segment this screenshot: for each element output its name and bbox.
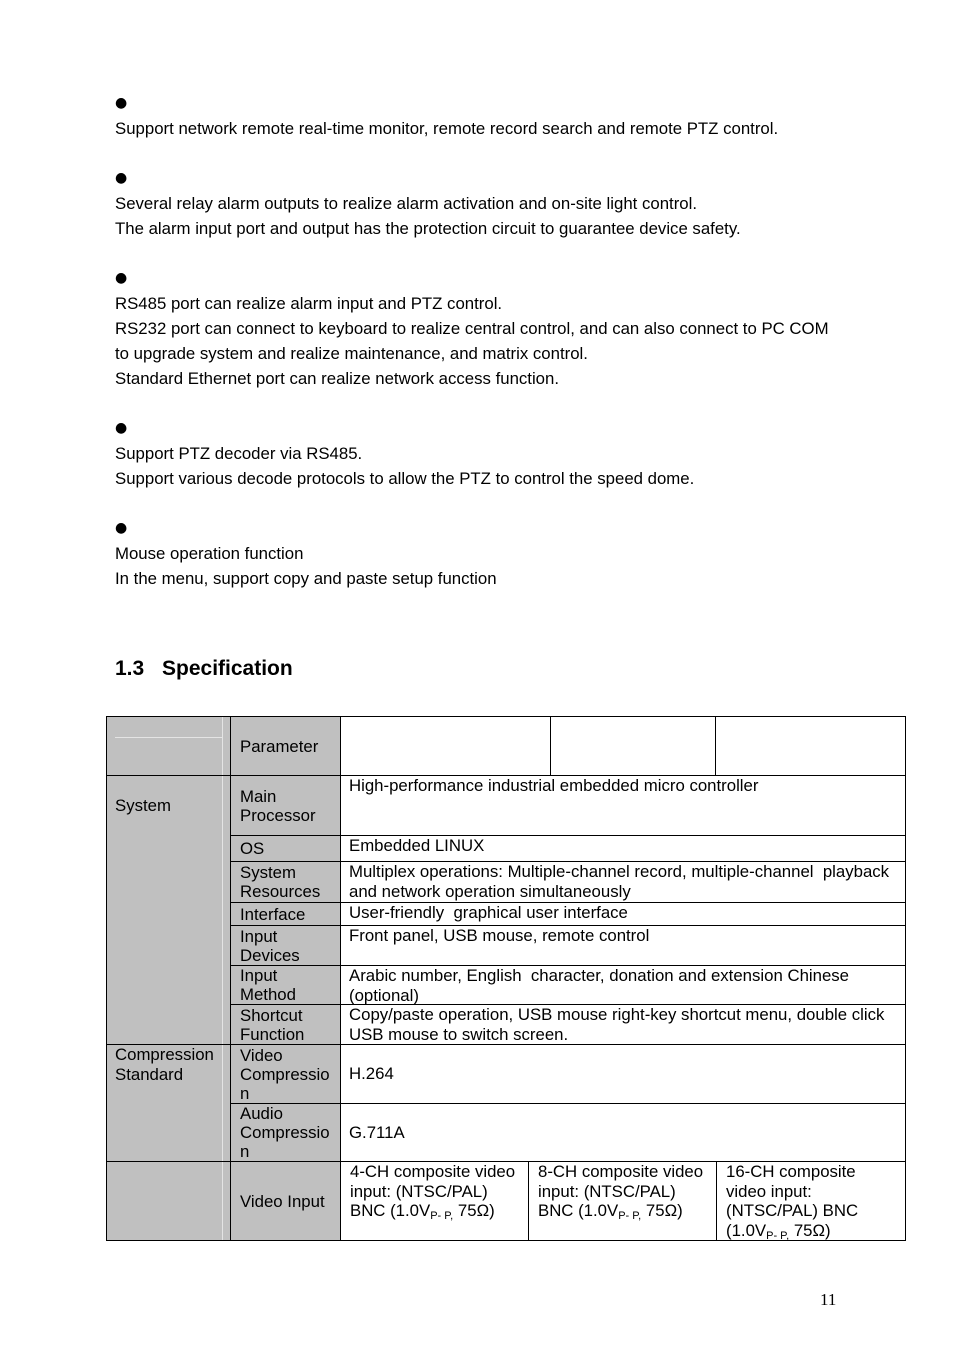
spec-parameter-video-input bbox=[231, 1162, 341, 1241]
spec-parameter-label: OS bbox=[240, 839, 265, 858]
bullet-marker: ● bbox=[115, 520, 128, 536]
spec-header-parameter-label: Parameter bbox=[240, 736, 319, 756]
bullet-marker: ● bbox=[115, 420, 128, 436]
body-text-line: The alarm input port and output has the protection circuit to guarantee device safety. bbox=[115, 219, 741, 238]
spec-value-text: 75Ω) bbox=[453, 1201, 495, 1220]
feature-ptz-decoder bbox=[115, 416, 915, 491]
section-title: Specification bbox=[162, 657, 293, 680]
spec-value-video-input-4ch bbox=[341, 1162, 529, 1241]
spec-parameter-system-resources bbox=[231, 862, 341, 903]
spec-parameter-label: Input Devices bbox=[240, 926, 300, 965]
bullet-marker: ● bbox=[115, 170, 128, 186]
spec-category-label: System bbox=[115, 796, 171, 815]
body-text-line: to upgrade system and realize maintenance, and matrix control. bbox=[115, 344, 588, 363]
body-text-line: Several relay alarm outputs to realize alarm activation and on-site light control. bbox=[115, 194, 698, 213]
spec-value-subscript: P- P, bbox=[430, 1210, 454, 1222]
spec-category-label: Compression Standard bbox=[115, 1045, 214, 1084]
spec-value-subscript: P- P, bbox=[766, 1229, 790, 1242]
body-text-line: Mouse operation function bbox=[115, 544, 304, 563]
body-text-line: RS232 port can connect to keyboard to realize central control, and can also connect to PC COM bbox=[115, 319, 829, 338]
spec-value-text: H.264 bbox=[349, 1064, 394, 1084]
spec-value-text: 75Ω) bbox=[641, 1201, 683, 1220]
spec-parameter-input-devices bbox=[231, 926, 341, 966]
spec-value-text: 75Ω) bbox=[789, 1220, 831, 1240]
body-text-line: Support various decode protocols to allow the PTZ to control the speed dome. bbox=[115, 469, 695, 488]
spec-value-system-resources: Multiplex operations: Multiple-channel record, multiple-channel playback and network operation simultaneously bbox=[341, 862, 906, 903]
spec-value-subscript: P- P, bbox=[618, 1210, 642, 1222]
spec-parameter-os bbox=[231, 836, 341, 862]
spec-parameter-shortcut-function bbox=[231, 1005, 341, 1045]
bullet-marker: ● bbox=[115, 270, 128, 286]
feature-alarm-outputs bbox=[115, 166, 915, 241]
spec-header-blank-cell bbox=[341, 717, 551, 776]
spec-parameter-label: Input Method bbox=[240, 966, 296, 1004]
spec-value-os: Embedded LINUX bbox=[341, 836, 906, 862]
feature-network-monitor bbox=[115, 91, 915, 141]
body-text-line: Standard Ethernet port can realize network access function. bbox=[115, 369, 560, 388]
page-number: 11 bbox=[820, 1290, 837, 1309]
spec-parameter-input-method bbox=[231, 966, 341, 1005]
feature-mouse-operation bbox=[115, 516, 915, 591]
spec-value-video-compression bbox=[341, 1045, 906, 1104]
spec-value-video-input-16ch bbox=[717, 1162, 906, 1241]
section-number: 1.3 bbox=[115, 657, 145, 680]
spec-parameter-label: Video Compression bbox=[240, 1045, 330, 1103]
spec-header-blank-cell bbox=[716, 717, 906, 776]
spec-parameter-main-processor bbox=[231, 776, 341, 836]
spec-parameter-audio-compression bbox=[231, 1104, 341, 1162]
spec-category-compression-standard bbox=[107, 1045, 231, 1162]
spec-value-text: G.711A bbox=[349, 1122, 405, 1142]
spec-value-audio-compression bbox=[341, 1104, 906, 1162]
spec-parameter-label: Video Input bbox=[240, 1191, 325, 1211]
spec-value-text: 8-CH composite video input: (NTSC/PAL) BNC (1.0V bbox=[538, 1162, 704, 1220]
spec-parameter-label: Shortcut Function bbox=[240, 1005, 305, 1044]
section-heading bbox=[115, 656, 515, 682]
body-text-line: Support PTZ decoder via RS485. bbox=[115, 444, 363, 463]
spec-parameter-interface bbox=[231, 903, 341, 926]
spec-value-interface: User-friendly graphical user interface bbox=[341, 903, 906, 926]
spec-parameter-label: Audio Compression bbox=[240, 1104, 330, 1161]
bullet-marker: ● bbox=[115, 95, 128, 111]
spec-value-input-devices: Front panel, USB mouse, remote control bbox=[341, 926, 906, 966]
spec-header-blank-cell bbox=[551, 717, 716, 776]
spec-value-video-input-8ch bbox=[529, 1162, 717, 1241]
spec-header-parameter-cell bbox=[231, 717, 341, 776]
body-text-line: In the menu, support copy and paste setup function bbox=[115, 569, 497, 588]
spec-header-category-cell bbox=[107, 717, 231, 776]
spec-parameter-label: Main Processor bbox=[240, 786, 316, 825]
spec-value-input-method: Arabic number, English character, donation and extension Chinese (optional) bbox=[341, 966, 906, 1005]
body-text-line: RS485 port can realize alarm input and PTZ control. bbox=[115, 294, 503, 313]
spec-parameter-label: System Resources bbox=[240, 863, 321, 901]
body-text-line: Support network remote real-time monitor, remote record search and remote PTZ control. bbox=[115, 119, 779, 138]
spec-value-main-processor: High-performance industrial embedded micro controller bbox=[341, 776, 906, 836]
spec-value-shortcut-function: Copy/paste operation, USB mouse right-key shortcut menu, double click USB mouse to switch screen. bbox=[341, 1005, 906, 1045]
spec-parameter-label: Interface bbox=[240, 904, 306, 924]
spec-table bbox=[106, 716, 906, 1241]
spec-value-text: 16-CH composite video input: (NTSC/PAL) BNC (1.0V bbox=[726, 1162, 859, 1240]
spec-category-video-blank bbox=[107, 1162, 231, 1241]
spec-category-system bbox=[107, 776, 231, 1045]
feature-ports bbox=[115, 266, 915, 391]
spec-value-text: 4-CH composite video input: (NTSC/PAL) BNC (1.0V bbox=[350, 1162, 516, 1220]
spec-parameter-video-compression bbox=[231, 1045, 341, 1104]
